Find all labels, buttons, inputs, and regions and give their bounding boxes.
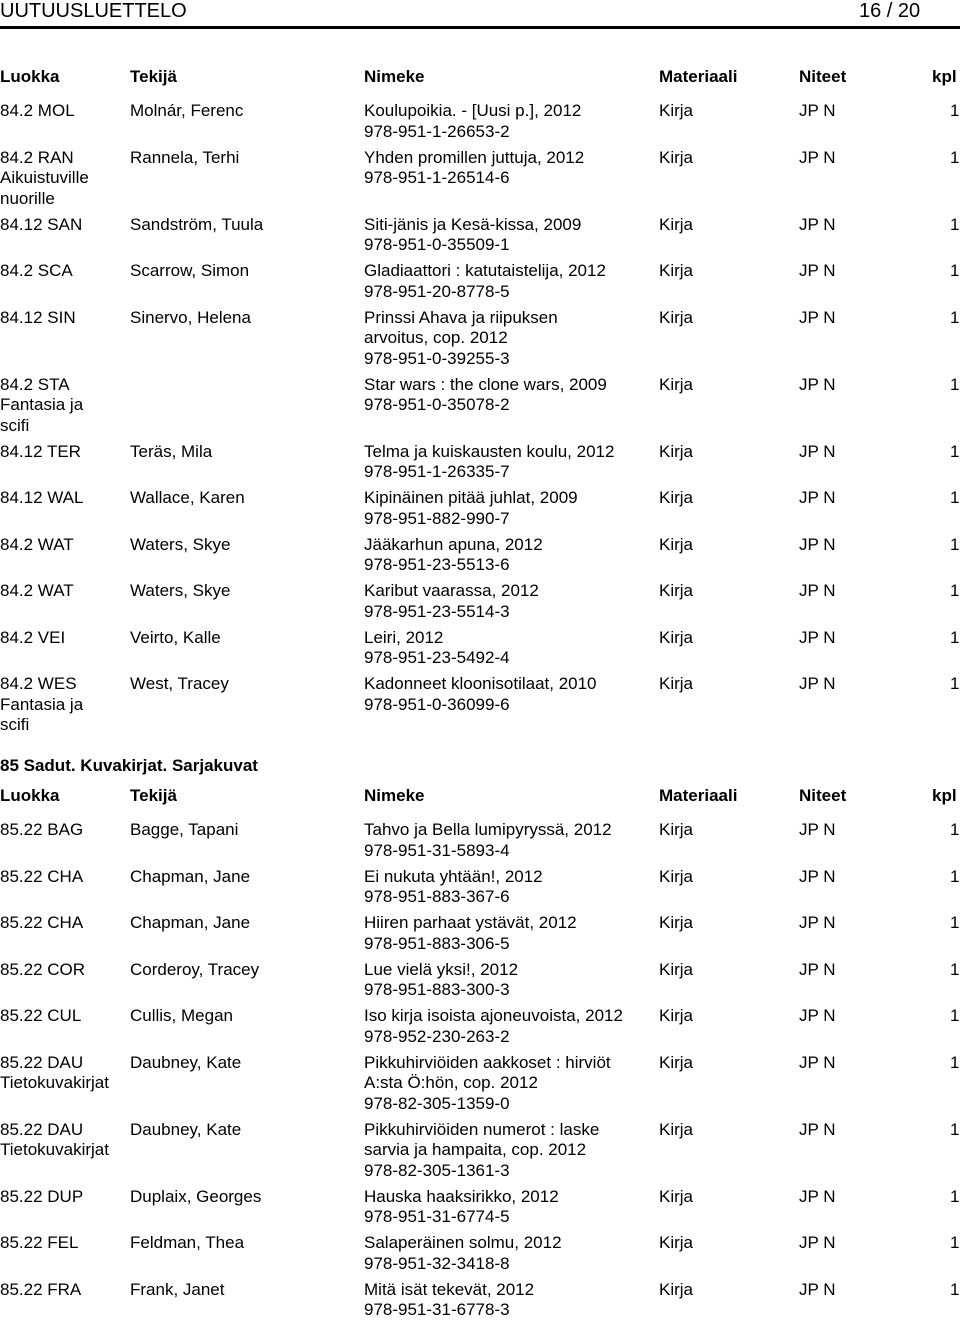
table-row [0, 148, 960, 215]
nimeke-cell [364, 442, 654, 483]
materiaali-cell: Kirja [659, 375, 779, 396]
materiaali-cell: Kirja [659, 1187, 779, 1208]
luokka-cell-line: scifi [0, 416, 125, 437]
tekija-cell: Wallace, Karen [130, 488, 358, 509]
materiaali-cell: Kirja [659, 820, 779, 841]
nimeke-cell-line: Kadonneet kloonisotilaat, 2010 [364, 674, 654, 695]
tekija-cell: Teräs, Mila [130, 442, 358, 463]
col-kpl-header: kpl [932, 786, 958, 806]
materiaali-cell: Kirja [659, 867, 779, 888]
tekija-cell: Waters, Skye [130, 535, 358, 556]
niteet-cell: JP N [799, 1120, 919, 1141]
nimeke-cell-line: Iso kirja isoista ajoneuvoista, 2012 [364, 1006, 654, 1027]
luokka-cell-line: 84.2 SCA [0, 261, 125, 282]
materiaali-cell: Kirja [659, 581, 779, 602]
tekija-cell: Chapman, Jane [130, 913, 358, 934]
niteet-cell: JP N [799, 1006, 919, 1027]
nimeke-cell [364, 820, 654, 861]
luokka-cell-line: Fantasia ja [0, 695, 125, 716]
niteet-cell: JP N [799, 1280, 919, 1301]
nimeke-cell-line: 978-951-31-6778-3 [364, 1300, 654, 1321]
table-row [0, 1233, 960, 1280]
col-luokka-header: Luokka [0, 67, 125, 87]
nimeke-cell [364, 1233, 654, 1274]
table-row [0, 1280, 960, 1326]
nimeke-cell [364, 261, 654, 302]
luokka-cell-line: Aikuistuville [0, 168, 125, 189]
kpl-cell: 1 [950, 674, 960, 695]
luokka-cell-line: 85.22 CHA [0, 867, 125, 888]
nimeke-cell-line: 978-951-20-8778-5 [364, 282, 654, 303]
kpl-cell: 1 [950, 628, 960, 649]
niteet-cell: JP N [799, 488, 919, 509]
nimeke-cell-line: 978-951-0-39255-3 [364, 349, 654, 370]
table-row [0, 308, 960, 375]
table-row [0, 442, 960, 489]
nimeke-cell-line: Telma ja kuiskausten koulu, 2012 [364, 442, 654, 463]
table-row [0, 1053, 960, 1120]
kpl-cell: 1 [950, 101, 960, 122]
kpl-cell: 1 [950, 913, 960, 934]
nimeke-cell-line: Ei nukuta yhtään!, 2012 [364, 867, 654, 888]
kpl-cell: 1 [950, 442, 960, 463]
materiaali-cell: Kirja [659, 215, 779, 236]
luokka-cell-line: 85.22 DAU [0, 1053, 125, 1074]
luokka-cell [0, 148, 125, 210]
luokka-cell [0, 1187, 125, 1208]
tekija-cell: Bagge, Tapani [130, 820, 358, 841]
materiaali-cell: Kirja [659, 1280, 779, 1301]
tekija-cell: Rannela, Terhi [130, 148, 358, 169]
tekija-cell: Daubney, Kate [130, 1120, 358, 1141]
table-row [0, 1006, 960, 1053]
luokka-cell [0, 375, 125, 437]
section-85 [0, 756, 960, 1326]
kpl-cell: 1 [950, 308, 960, 329]
nimeke-cell-line: Prinssi Ahava ja riipuksen [364, 308, 654, 329]
niteet-cell: JP N [799, 375, 919, 396]
niteet-cell: JP N [799, 215, 919, 236]
table-row [0, 913, 960, 960]
nimeke-cell-line: 978-951-23-5492-4 [364, 648, 654, 669]
tekija-cell: Duplaix, Georges [130, 1187, 358, 1208]
table-row [0, 375, 960, 442]
luokka-cell-line: 85.22 FRA [0, 1280, 125, 1301]
niteet-cell: JP N [799, 913, 919, 934]
nimeke-cell [364, 581, 654, 622]
nimeke-cell-line: 978-951-1-26514-6 [364, 168, 654, 189]
luokka-cell-line: 84.2 WAT [0, 581, 125, 602]
nimeke-cell-line: 978-951-883-300-3 [364, 980, 654, 1001]
tekija-cell: Waters, Skye [130, 581, 358, 602]
niteet-cell: JP N [799, 960, 919, 981]
col-tekija-header: Tekijä [130, 67, 358, 87]
column-header-row [0, 67, 960, 101]
materiaali-cell: Kirja [659, 1233, 779, 1254]
luokka-cell [0, 820, 125, 841]
nimeke-cell-line: Siti-jänis ja Kesä-kissa, 2009 [364, 215, 654, 236]
tekija-cell: Chapman, Jane [130, 867, 358, 888]
materiaali-cell: Kirja [659, 442, 779, 463]
table-row [0, 535, 960, 582]
tekija-cell: Sandström, Tuula [130, 215, 358, 236]
col-nimeke-header: Nimeke [364, 67, 654, 87]
nimeke-cell-line: 978-951-31-5893-4 [364, 841, 654, 862]
tekija-cell: Veirto, Kalle [130, 628, 358, 649]
nimeke-cell [364, 1187, 654, 1228]
kpl-cell: 1 [950, 867, 960, 888]
nimeke-cell-line: 978-951-31-6774-5 [364, 1207, 654, 1228]
col-niteet-header: Niteet [799, 67, 919, 87]
section-84 [0, 67, 960, 741]
nimeke-cell-line: Salaperäinen solmu, 2012 [364, 1233, 654, 1254]
nimeke-cell-line: Pikkuhirviöiden numerot : laske [364, 1120, 654, 1141]
nimeke-cell-line: Star wars : the clone wars, 2009 [364, 375, 654, 396]
materiaali-cell: Kirja [659, 1053, 779, 1074]
col-kpl-header: kpl [932, 67, 958, 87]
kpl-cell: 1 [950, 820, 960, 841]
luokka-cell-line: 84.12 SIN [0, 308, 125, 329]
luokka-cell-line: 84.2 STA [0, 375, 125, 396]
luokka-cell [0, 261, 125, 282]
nimeke-cell-line: Mitä isät tekevät, 2012 [364, 1280, 654, 1301]
nimeke-cell-line: arvoitus, cop. 2012 [364, 328, 654, 349]
tekija-cell: Scarrow, Simon [130, 261, 358, 282]
luokka-cell-line: 84.2 RAN [0, 148, 125, 169]
tekija-cell: Feldman, Thea [130, 1233, 358, 1254]
nimeke-cell [364, 488, 654, 529]
col-nimeke-header: Nimeke [364, 786, 654, 806]
header-divider [0, 26, 960, 29]
table-row [0, 960, 960, 1007]
kpl-cell: 1 [950, 261, 960, 282]
luokka-cell-line: 84.2 WAT [0, 535, 125, 556]
luokka-cell-line: 84.12 SAN [0, 215, 125, 236]
nimeke-cell-line: 978-951-23-5514-3 [364, 602, 654, 623]
table-row [0, 488, 960, 535]
nimeke-cell-line: 978-951-1-26335-7 [364, 462, 654, 483]
nimeke-cell-line: 978-951-882-990-7 [364, 509, 654, 530]
luokka-cell [0, 867, 125, 888]
nimeke-cell-line: Kipinäinen pitää juhlat, 2009 [364, 488, 654, 509]
nimeke-cell [364, 628, 654, 669]
nimeke-cell-line: Pikkuhirviöiden aakkoset : hirviöt [364, 1053, 654, 1074]
luokka-cell [0, 101, 125, 122]
nimeke-cell-line: 978-951-32-3418-8 [364, 1254, 654, 1275]
nimeke-cell-line: 978-951-0-36099-6 [364, 695, 654, 716]
nimeke-cell-line: 978-82-305-1359-0 [364, 1094, 654, 1115]
nimeke-cell-line: 978-951-883-306-5 [364, 934, 654, 955]
section-85-rows [0, 820, 960, 1326]
materiaali-cell: Kirja [659, 261, 779, 282]
nimeke-cell [364, 101, 654, 142]
nimeke-cell [364, 308, 654, 370]
materiaali-cell: Kirja [659, 148, 779, 169]
luokka-cell-line: 85.22 COR [0, 960, 125, 981]
kpl-cell: 1 [950, 1006, 960, 1027]
kpl-cell: 1 [950, 581, 960, 602]
materiaali-cell: Kirja [659, 308, 779, 329]
nimeke-cell-line: 978-951-0-35509-1 [364, 235, 654, 256]
niteet-cell: JP N [799, 867, 919, 888]
niteet-cell: JP N [799, 674, 919, 695]
nimeke-cell [364, 1053, 654, 1115]
column-header-row [0, 786, 960, 820]
nimeke-cell-line: sarvia ja hampaita, cop. 2012 [364, 1140, 654, 1161]
nimeke-cell-line: 978-951-23-5513-6 [364, 555, 654, 576]
materiaali-cell: Kirja [659, 101, 779, 122]
nimeke-cell-line: Tahvo ja Bella lumipyryssä, 2012 [364, 820, 654, 841]
table-row [0, 674, 960, 741]
niteet-cell: JP N [799, 1187, 919, 1208]
nimeke-cell-line: Koulupoikia. - [Uusi p.], 2012 [364, 101, 654, 122]
luokka-cell [0, 581, 125, 602]
luokka-cell-line: 84.12 WAL [0, 488, 125, 509]
kpl-cell: 1 [950, 1120, 960, 1141]
luokka-cell [0, 535, 125, 556]
luokka-cell [0, 1280, 125, 1301]
luokka-cell-line: Fantasia ja [0, 395, 125, 416]
niteet-cell: JP N [799, 581, 919, 602]
luokka-cell-line: Tietokuvakirjat [0, 1073, 125, 1094]
table-row [0, 261, 960, 308]
materiaali-cell: Kirja [659, 535, 779, 556]
luokka-cell-line: Tietokuvakirjat [0, 1140, 125, 1161]
nimeke-cell-line: Yhden promillen juttuja, 2012 [364, 148, 654, 169]
kpl-cell: 1 [950, 1187, 960, 1208]
nimeke-cell [364, 913, 654, 954]
table-row [0, 1120, 960, 1187]
nimeke-cell [364, 1280, 654, 1321]
kpl-cell: 1 [950, 1233, 960, 1254]
nimeke-cell-line: 978-952-230-263-2 [364, 1027, 654, 1048]
nimeke-cell [364, 1006, 654, 1047]
luokka-cell [0, 1006, 125, 1027]
tekija-cell: Molnár, Ferenc [130, 101, 358, 122]
kpl-cell: 1 [950, 960, 960, 981]
luokka-cell-line: 85.22 CUL [0, 1006, 125, 1027]
luokka-cell [0, 960, 125, 981]
materiaali-cell: Kirja [659, 913, 779, 934]
kpl-cell: 1 [950, 1053, 960, 1074]
tekija-cell: Frank, Janet [130, 1280, 358, 1301]
nimeke-cell-line: 978-951-883-367-6 [364, 887, 654, 908]
kpl-cell: 1 [950, 488, 960, 509]
nimeke-cell-line: Gladiaattori : katutaistelija, 2012 [364, 261, 654, 282]
nimeke-cell-line: Lue vielä yksi!, 2012 [364, 960, 654, 981]
catalog-title: UUTUUSLUETTELO [0, 0, 187, 22]
niteet-cell: JP N [799, 442, 919, 463]
kpl-cell: 1 [950, 215, 960, 236]
nimeke-cell [364, 867, 654, 908]
nimeke-cell [364, 375, 654, 416]
luokka-cell-line: 85.22 FEL [0, 1233, 125, 1254]
luokka-cell-line: scifi [0, 715, 125, 736]
tekija-cell: West, Tracey [130, 674, 358, 695]
nimeke-cell-line: 978-951-0-35078-2 [364, 395, 654, 416]
materiaali-cell: Kirja [659, 1006, 779, 1027]
kpl-cell: 1 [950, 535, 960, 556]
luokka-cell [0, 628, 125, 649]
luokka-cell-line: 84.2 WES [0, 674, 125, 695]
luokka-cell [0, 488, 125, 509]
section-title: 85 Sadut. Kuvakirjat. Sarjakuvat [0, 756, 960, 786]
table-row [0, 215, 960, 262]
nimeke-cell-line: Karibut vaarassa, 2012 [364, 581, 654, 602]
tekija-cell: Corderoy, Tracey [130, 960, 358, 981]
luokka-cell [0, 1233, 125, 1254]
luokka-cell [0, 1120, 125, 1161]
niteet-cell: JP N [799, 261, 919, 282]
luokka-cell-line: 84.2 VEI [0, 628, 125, 649]
luokka-cell [0, 1053, 125, 1094]
niteet-cell: JP N [799, 308, 919, 329]
materiaali-cell: Kirja [659, 1120, 779, 1141]
materiaali-cell: Kirja [659, 488, 779, 509]
table-row [0, 867, 960, 914]
table-row [0, 628, 960, 675]
luokka-cell-line: 85.22 CHA [0, 913, 125, 934]
table-row [0, 581, 960, 628]
nimeke-cell-line: Jääkarhun apuna, 2012 [364, 535, 654, 556]
col-luokka-header: Luokka [0, 786, 125, 806]
niteet-cell: JP N [799, 1053, 919, 1074]
luokka-cell-line: 85.22 DAU [0, 1120, 125, 1141]
col-materiaali-header: Materiaali [659, 786, 779, 806]
nimeke-cell-line: Leiri, 2012 [364, 628, 654, 649]
tekija-cell: Cullis, Megan [130, 1006, 358, 1027]
nimeke-cell [364, 215, 654, 256]
nimeke-cell-line: A:sta Ö:hön, cop. 2012 [364, 1073, 654, 1094]
kpl-cell: 1 [950, 1280, 960, 1301]
table-row [0, 820, 960, 867]
luokka-cell [0, 913, 125, 934]
materiaali-cell: Kirja [659, 674, 779, 695]
luokka-cell-line: nuorille [0, 189, 125, 210]
nimeke-cell [364, 960, 654, 1001]
niteet-cell: JP N [799, 820, 919, 841]
nimeke-cell-line: Hauska haaksirikko, 2012 [364, 1187, 654, 1208]
nimeke-cell [364, 674, 654, 715]
col-materiaali-header: Materiaali [659, 67, 779, 87]
materiaali-cell: Kirja [659, 628, 779, 649]
luokka-cell-line: 85.22 BAG [0, 820, 125, 841]
kpl-cell: 1 [950, 375, 960, 396]
nimeke-cell [364, 1120, 654, 1182]
nimeke-cell [364, 535, 654, 576]
nimeke-cell-line: 978-82-305-1361-3 [364, 1161, 654, 1182]
col-tekija-header: Tekijä [130, 786, 358, 806]
luokka-cell [0, 308, 125, 329]
tekija-cell: Sinervo, Helena [130, 308, 358, 329]
luokka-cell-line: 84.2 MOL [0, 101, 125, 122]
nimeke-cell [364, 148, 654, 189]
niteet-cell: JP N [799, 101, 919, 122]
table-row [0, 101, 960, 148]
kpl-cell: 1 [950, 148, 960, 169]
luokka-cell-line: 85.22 DUP [0, 1187, 125, 1208]
luokka-cell-line: 84.12 TER [0, 442, 125, 463]
niteet-cell: JP N [799, 535, 919, 556]
luokka-cell [0, 215, 125, 236]
col-niteet-header: Niteet [799, 786, 919, 806]
page-number: 16 / 20 [859, 0, 920, 22]
materiaali-cell: Kirja [659, 960, 779, 981]
niteet-cell: JP N [799, 628, 919, 649]
tekija-cell: Daubney, Kate [130, 1053, 358, 1074]
nimeke-cell-line: Hiiren parhaat ystävät, 2012 [364, 913, 654, 934]
niteet-cell: JP N [799, 1233, 919, 1254]
section-84-rows [0, 101, 960, 741]
niteet-cell: JP N [799, 148, 919, 169]
table-row [0, 1187, 960, 1234]
luokka-cell [0, 442, 125, 463]
page-header [0, 0, 960, 22]
luokka-cell [0, 674, 125, 736]
nimeke-cell-line: 978-951-1-26653-2 [364, 122, 654, 143]
